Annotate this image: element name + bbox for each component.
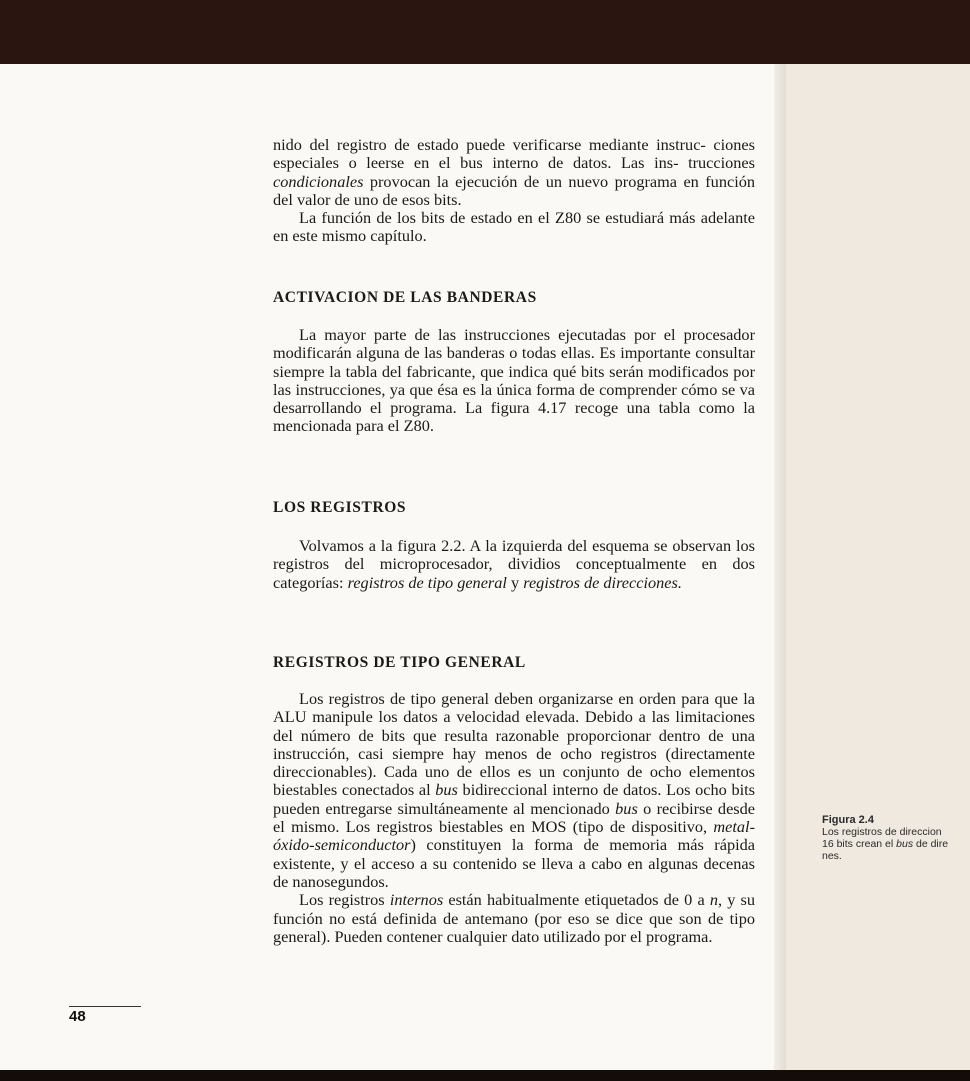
caption-text-b: de dire xyxy=(913,838,949,850)
registros-paragraph xyxy=(273,537,755,592)
figure-caption-line-3: nes. xyxy=(822,850,842,862)
tg2-text-c: , y su función no está definida de antemano (por eso se dice que son de tipo general). Pueden contener cualquier dato utilizado por el programa. xyxy=(273,890,755,946)
heading-los-registros: LOS REGISTROS xyxy=(273,499,407,516)
intro-paragraph-2: La función de los bits de estado en el Z80 se estudiará más adelante en este mismo capítulo. xyxy=(273,208,755,246)
figure-caption xyxy=(822,814,970,862)
caption-text-a: 16 bits crean el xyxy=(822,838,897,850)
figure-caption-line-1: Los registros de direccion xyxy=(822,826,942,838)
caption-italic-bus: bus xyxy=(896,838,914,850)
registros-text-1: Volvamos a la figura 2.2. A la izquierda del esquema se observan los registros del microprocesador, dividios conceptualmente en dos categorías: xyxy=(273,536,755,592)
dark-background-bottom xyxy=(0,1070,970,1081)
tg2-italic-n: n xyxy=(709,890,718,910)
tg-text-b: bidireccional interno de datos. Los ocho bits pueden entregarse simultáneamente al mencionado xyxy=(273,780,755,818)
tg-text-c: o recibirse desde el mismo. Los registros biestables en MOS (tipo de dispositivo, xyxy=(273,798,756,837)
figure-caption-line-2 xyxy=(822,838,970,850)
intro-italic-condicionales: condicionales xyxy=(273,171,364,191)
intro-text-2: ciones especiales o leerse en el bus interno de datos. Las ins- xyxy=(273,135,755,173)
tg-italic-bus-2: bus xyxy=(615,798,638,818)
heading-activacion: ACTIVACION DE LAS BANDERAS xyxy=(273,289,537,306)
page-number: 48 xyxy=(69,1008,86,1025)
activacion-body xyxy=(273,326,755,436)
intro-paragraph xyxy=(273,136,755,246)
tg-text-d: ) constituyen la forma de memoria más rápida existente, y el acceso a su contenido se lleva a cabo en algunas decenas de nanosegundos. xyxy=(273,835,755,891)
registros-italic-2: registros de direcciones. xyxy=(523,572,682,592)
tg2-text-b: están habitualmente etiquetados de 0 a xyxy=(443,890,710,910)
intro-line xyxy=(273,136,755,209)
tg2-text-a: Los registros xyxy=(299,890,390,910)
right-page-edge xyxy=(786,64,970,1072)
activacion-paragraph: La mayor parte de las instrucciones ejecutadas por el procesador modificarán alguna de las banderas o todas ellas. Es importante consultar siempre la tabla del fabricante, que indica qué bits serán modificados por las instrucciones, ya que ésa es la única forma de comprender cómo se va desarrollando el programa. La figura 4.17 recoge una tabla como la mencionada para el Z80. xyxy=(273,325,755,436)
tg2-italic-internos: internos xyxy=(389,890,444,910)
tg-text-a: Los registros de tipo general deben organizarse en orden para que la ALU manipule los datos a velocidad elevada. Debido a las limitaciones del número de bits que resulta razonable proporcionar dentro de una instrucción, casi siempre hay menos de ocho registros (directamente direccionables). Cada uno de ellos es un conjunto de ocho elementos biestables conectados al xyxy=(273,689,755,800)
tipo-general-body xyxy=(273,690,755,946)
tipo-general-paragraph-2 xyxy=(273,891,755,946)
registros-body xyxy=(273,537,755,592)
intro-text-3b: provocan la ejecución de un nuevo xyxy=(363,171,609,191)
registros-italic-1: registros de tipo general xyxy=(347,572,507,592)
tipo-general-paragraph-1 xyxy=(273,690,755,891)
intro-text-3a: trucciones xyxy=(688,153,755,173)
page-number-rule xyxy=(69,1006,141,1007)
figure-caption-title: Figura 2.4 xyxy=(822,814,874,826)
registros-text-2: y xyxy=(506,572,524,592)
heading-tipo-general: REGISTROS DE TIPO GENERAL xyxy=(273,654,526,671)
intro-text-1: nido del registro de estado puede verificarse mediante instruc- xyxy=(273,135,706,154)
tg-italic-bus-1: bus xyxy=(435,780,458,800)
intro-text-4: programa en función del valor de uno de esos bits. xyxy=(273,171,755,209)
dark-background-top xyxy=(0,0,970,66)
tg-italic-mos: metal-óxido-semiconductor xyxy=(273,817,755,855)
